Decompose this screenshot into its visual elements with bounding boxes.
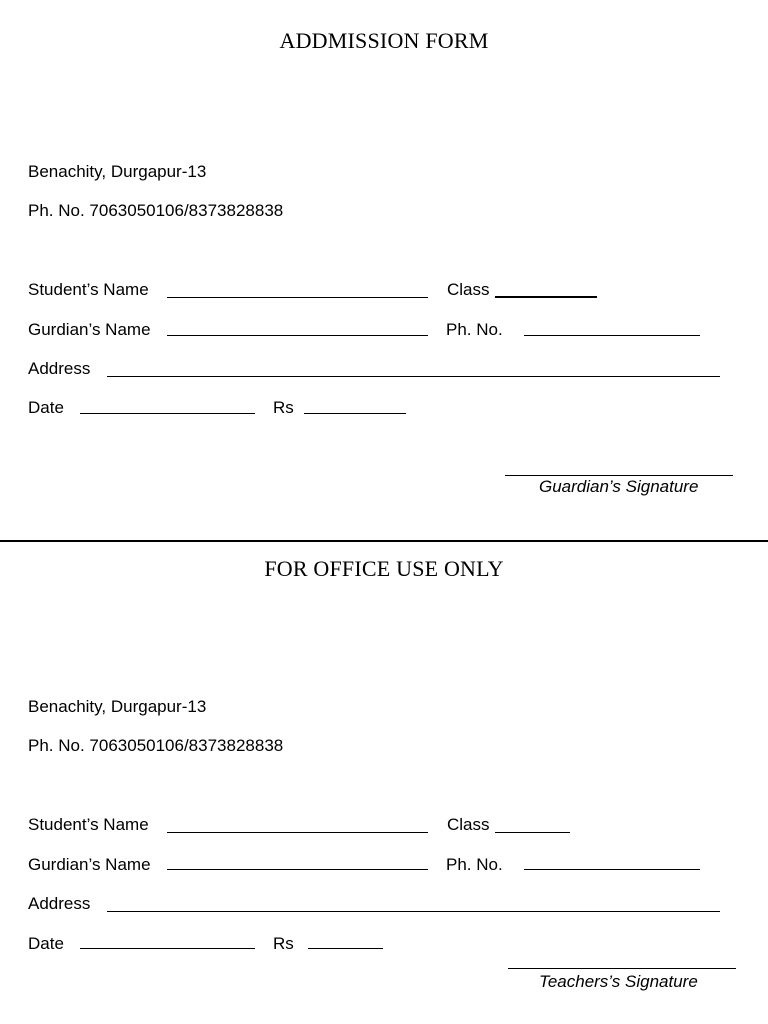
guardian-name-field[interactable] [167,335,428,336]
office-class-field[interactable] [495,832,570,833]
office-phone-label: Ph. No. [446,855,503,874]
guardian-signature-label: Guardian’s Signature [539,477,699,496]
office-rs-label: Rs [273,934,294,953]
class-field[interactable] [495,296,597,298]
institute-phone: Ph. No. 7063050106/8373828838 [28,201,284,220]
teacher-signature-label: Teachers’s Signature [539,972,698,991]
class-label: Class [447,280,490,299]
office-address-label: Address [28,894,91,913]
form-title: ADDMISSION FORM [279,28,489,53]
office-rs-field[interactable] [308,948,383,949]
date-field[interactable] [80,413,255,414]
institute-address: Benachity, Durgapur-13 [28,162,207,181]
teacher-signature-line[interactable] [508,968,736,969]
office-institute-address: Benachity, Durgapur-13 [28,697,207,716]
office-phone-field[interactable] [524,869,700,870]
date-label: Date [28,398,64,417]
address-field[interactable] [107,376,720,377]
phone-field[interactable] [524,335,700,336]
phone-label: Ph. No. [446,320,503,339]
rs-field[interactable] [304,413,406,414]
office-student-name-label: Student’s Name [28,815,149,834]
guardian-signature-line[interactable] [505,475,733,476]
student-name-label: Student’s Name [28,280,149,299]
office-guardian-name-label: Gurdian’s Name [28,855,151,874]
student-name-field[interactable] [167,297,428,298]
office-address-field[interactable] [107,911,720,912]
office-student-name-field[interactable] [167,832,428,833]
office-class-label: Class [447,815,490,834]
address-label: Address [28,359,91,378]
office-institute-phone: Ph. No. 7063050106/8373828838 [28,736,284,755]
office-date-field[interactable] [80,948,255,949]
office-title: FOR OFFICE USE ONLY [264,556,504,581]
guardian-name-label: Gurdian’s Name [28,320,151,339]
office-date-label: Date [28,934,64,953]
rs-label: Rs [273,398,294,417]
office-guardian-name-field[interactable] [167,869,428,870]
section-divider [0,540,768,542]
